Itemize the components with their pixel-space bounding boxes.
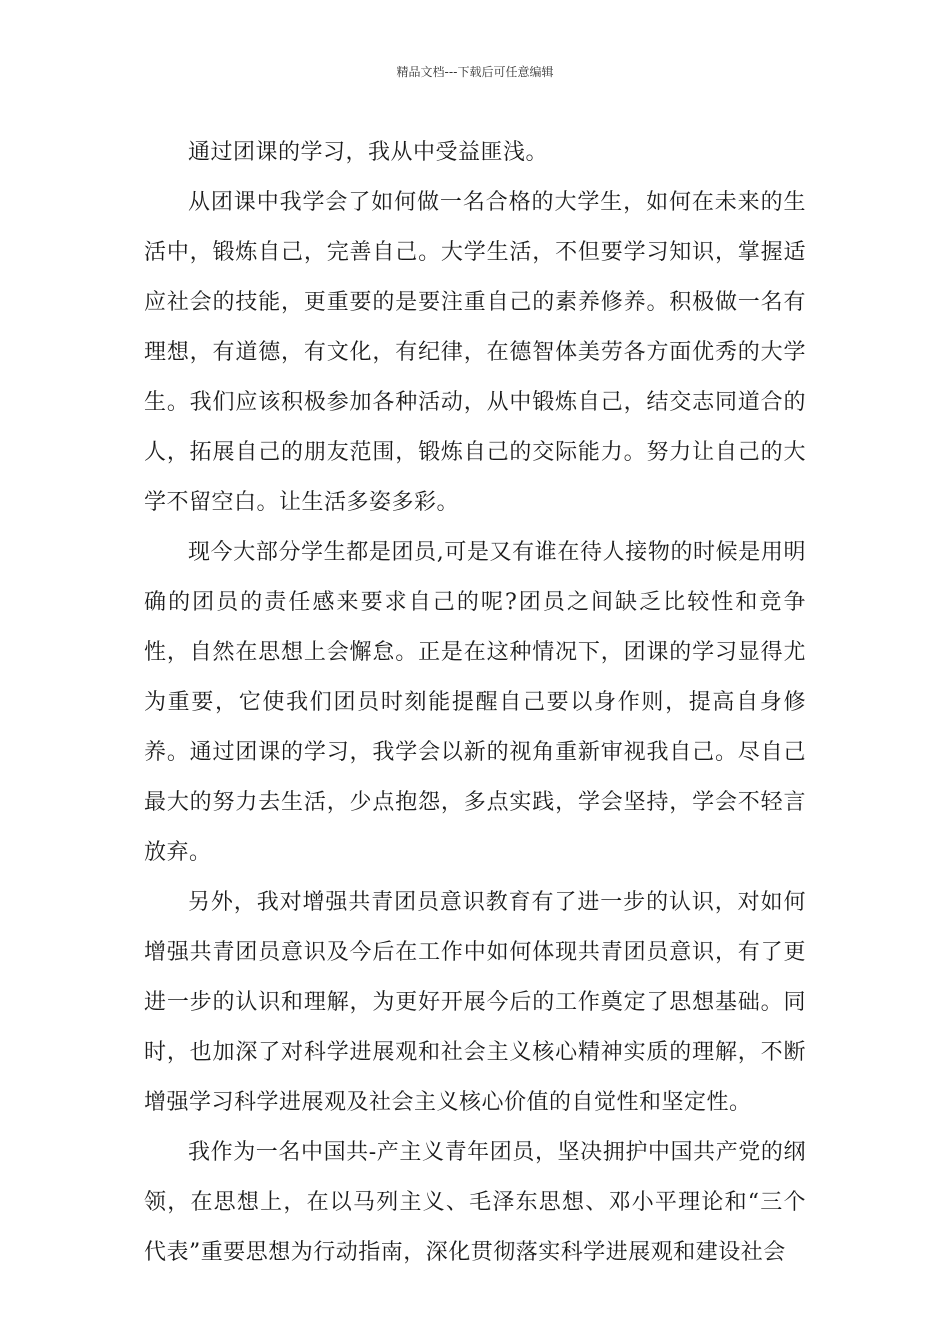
paragraph-2: 从团课中我学会了如何做一名合格的大学生，如何在未来的生活中，锻炼自己，完善自己。大学生活，不但要学习知识，掌握适应社会的技能，更重要的是要注重自己的素养修养。积极做一名有理想，有道德，有文化，有纪律，在德智体美劳各方面优秀的大学生。我们应该积极参加各种活动，从中锻炼自己，结交志同道合的人，拓展自己的朋友范围，锻炼自己的交际能力。努力让自己的大学不留空白。让生活多姿多彩。	[144, 190, 806, 515]
document-body	[144, 128, 806, 1278]
page-header: 精品文档---下载后可任意编辑	[396, 65, 554, 79]
paragraph-3: 现今大部分学生都是团员,可是又有谁在待人接物的时候是用明确的团员的责任感来要求自己的呢?团员之间缺乏比较性和竞争性，自然在思想上会懈怠。正是在这种情况下，团课的学习显得尤为重要，它使我们团员时刻能提醒自己要以身作则，提高自身修养。通过团课的学习，我学会以新的视角重新审视我自己。尽自己最大的努力去生活，少点抱怨，多点实践，学会坚持，学会不轻言放弃。	[144, 540, 806, 865]
paragraph-5: 我作为一名中国共-产主义青年团员，坚决拥护中国共产党的纲领，在思想上，在以马列主义、毛泽东思想、邓小平理论和“三个代表”重要思想为行动指南，深化贯彻落实科学进展观和建设社会	[144, 1140, 806, 1265]
paragraph-1: 通过团课的学习，我从中受益匪浅。	[188, 140, 549, 165]
paragraph-4: 另外，我对增强共青团员意识教育有了进一步的认识，对如何增强共青团员意识及今后在工作中如何体现共青团员意识，有了更进一步的认识和理解，为更好开展今后的工作奠定了思想基础。同时，也加深了对科学进展观和社会主义核心精神实质的理解，不断增强学习科学进展观及社会主义核心价值的自觉性和坚定性。	[144, 890, 806, 1115]
